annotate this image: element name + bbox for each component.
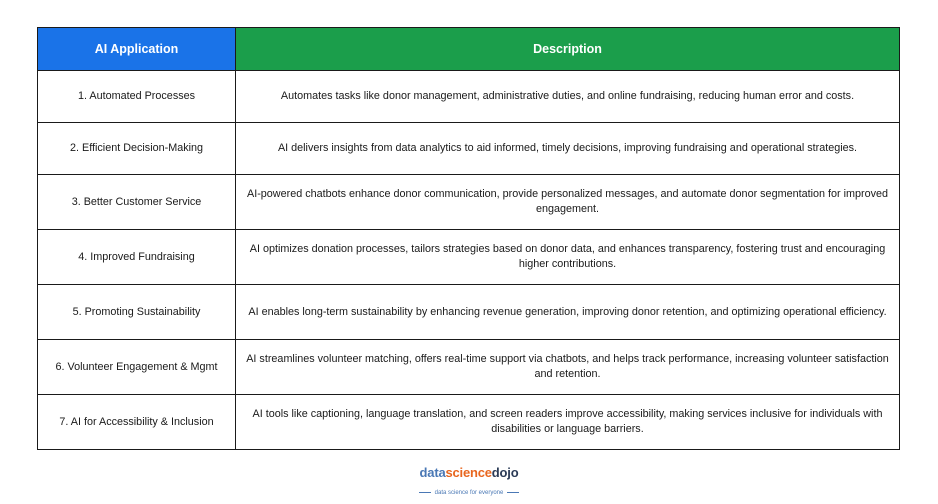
application-cell: 3. Better Customer Service xyxy=(38,175,236,230)
description-cell: AI enables long-term sustainability by enhancing revenue generation, improving donor retention, and optimizing operational efficiency. xyxy=(236,285,900,340)
application-cell: 6. Volunteer Engagement & Mgmt xyxy=(38,340,236,395)
ai-applications-table xyxy=(37,27,900,450)
logo-word-data: data xyxy=(419,465,446,480)
description-cell: AI optimizes donation processes, tailors strategies based on donor data, and enhances transparency, fostering trust and encouraging higher contributions. xyxy=(236,230,900,285)
table-row xyxy=(38,230,900,285)
description-cell: AI tools like captioning, language translation, and screen readers improve accessibility, making services inclusive for individuals with disabilities or language barriers. xyxy=(236,395,900,450)
description-cell: Automates tasks like donor management, administrative duties, and online fundraising, reducing human error and costs. xyxy=(236,71,900,123)
application-cell: 1. Automated Processes xyxy=(38,71,236,123)
logo-tagline xyxy=(419,489,520,497)
table-header-row xyxy=(38,28,900,71)
table-row xyxy=(38,175,900,230)
logo-wordmark xyxy=(0,466,938,480)
table-row xyxy=(38,71,900,123)
logo-word-science: science xyxy=(445,465,492,480)
application-cell: 4. Improved Fundraising xyxy=(38,230,236,285)
application-cell: 5. Promoting Sustainability xyxy=(38,285,236,340)
tagline-right-rule xyxy=(507,492,519,493)
table-row xyxy=(38,340,900,395)
table-row xyxy=(38,285,900,340)
application-cell: 7. AI for Accessibility & Inclusion xyxy=(38,395,236,450)
header-ai-application: AI Application xyxy=(38,28,236,71)
application-cell: 2. Efficient Decision-Making xyxy=(38,123,236,175)
table-row xyxy=(38,123,900,175)
logo-word-dojo: dojo xyxy=(491,465,519,480)
description-cell: AI delivers insights from data analytics to aid informed, timely decisions, improving fundraising and operational strategies. xyxy=(236,123,900,175)
tagline-text: data science for everyone xyxy=(434,489,504,496)
description-cell: AI-powered chatbots enhance donor communication, provide personalized messages, and automate donor segmentation for improved engagement. xyxy=(236,175,900,230)
description-cell: AI streamlines volunteer matching, offers real-time support via chatbots, and helps track performance, increasing volunteer satisfaction and retention. xyxy=(236,340,900,395)
header-description: Description xyxy=(236,28,900,71)
table-row xyxy=(38,395,900,450)
datasciencedojo-logo xyxy=(0,466,938,498)
tagline-left-rule xyxy=(419,492,431,493)
